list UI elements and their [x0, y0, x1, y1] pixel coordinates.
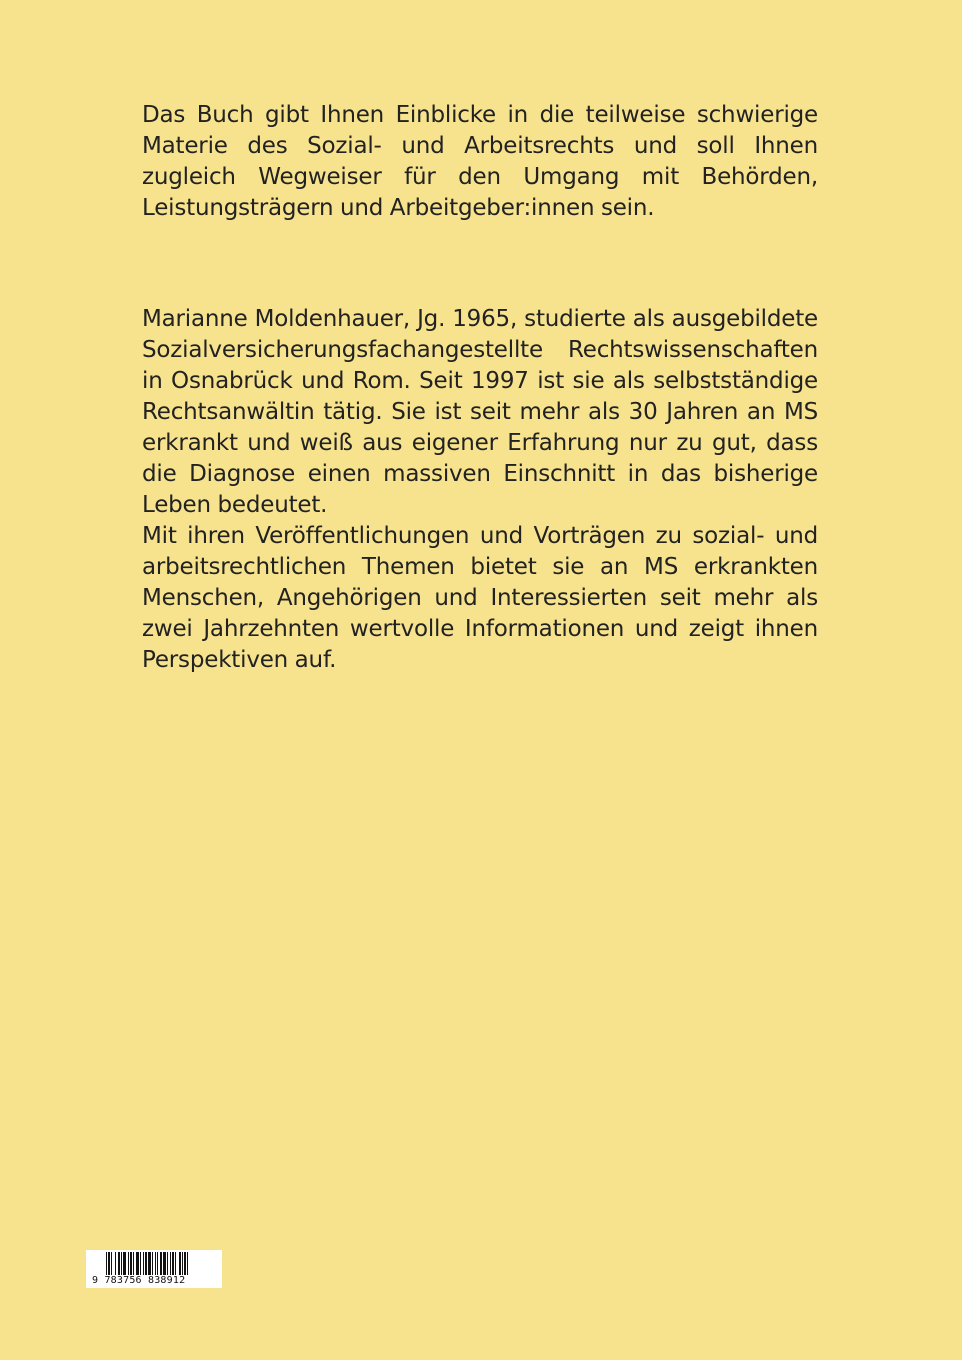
- barcode-bar: [121, 1252, 122, 1275]
- barcode-digits: 9 783756 838912: [92, 1275, 186, 1286]
- barcode-bar: [123, 1252, 126, 1275]
- barcode-bar: [172, 1252, 174, 1275]
- barcode-bar: [160, 1252, 162, 1275]
- barcode-bar: [155, 1252, 156, 1275]
- barcode-bar: [167, 1252, 168, 1275]
- barcode-bar: [175, 1252, 176, 1275]
- author-work-paragraph: Mit ihren Veröffentlichungen und Vorträgen zu sozial- und arbeitsrechtlichen Themen bietet sie an MS erkrankten Menschen, Angehörigen und Interessierten seit mehr als zwei Jahrzehnten wertvolle Informationen und zeigt ihnen Perspektiven auf.: [142, 523, 818, 673]
- barcode-bar: [115, 1252, 116, 1275]
- isbn-barcode: [86, 1250, 222, 1288]
- barcode-bar: [118, 1252, 120, 1275]
- barcode-bar: [106, 1252, 107, 1275]
- barcode-bar: [145, 1252, 147, 1275]
- barcode-bar: [170, 1252, 171, 1275]
- barcode-bar: [184, 1252, 186, 1275]
- barcode-bar: [157, 1252, 158, 1275]
- barcode-bar: [143, 1252, 144, 1275]
- barcode-bar: [179, 1252, 181, 1275]
- author-bio-block: [142, 304, 818, 676]
- intro-paragraph: Das Buch gibt Ihnen Einblicke in die teilweise schwierige Materie des Sozial- und Arbeitsrechts und soll Ihnen zugleich Wegweiser für den Umgang mit Behörden, Leistungsträgern und Arbeitgeber:innen sein.: [142, 102, 818, 221]
- barcode-bar: [163, 1252, 166, 1275]
- barcode-bar: [152, 1252, 153, 1275]
- barcode-bar: [111, 1252, 112, 1275]
- barcode-bar: [136, 1252, 139, 1275]
- barcode-bar: [187, 1252, 188, 1275]
- barcode-bar: [128, 1252, 129, 1275]
- barcode-bar: [108, 1252, 110, 1275]
- barcode-bar: [140, 1252, 141, 1275]
- barcode-bar: [133, 1252, 134, 1275]
- barcode-bar: [182, 1252, 183, 1275]
- barcode-bars: [106, 1252, 206, 1275]
- barcode-bar: [130, 1252, 132, 1275]
- author-bio-paragraph: Marianne Moldenhauer, Jg. 1965, studierte als ausgebildete Sozialversicherungsfachangestellte Rechtswissenschaften in Osnabrück und Rom. Seit 1997 ist sie als selbstständige Rechtsanwältin tätig. Sie ist seit mehr als 30 Jahren an MS erkrankt und weiß aus eigener Erfahrung nur zu gut, dass die Diagnose einen massiven Einschnitt in das bisherige Leben bedeutet.: [142, 306, 818, 518]
- barcode-bar: [148, 1252, 151, 1275]
- intro-text-block: [142, 100, 818, 224]
